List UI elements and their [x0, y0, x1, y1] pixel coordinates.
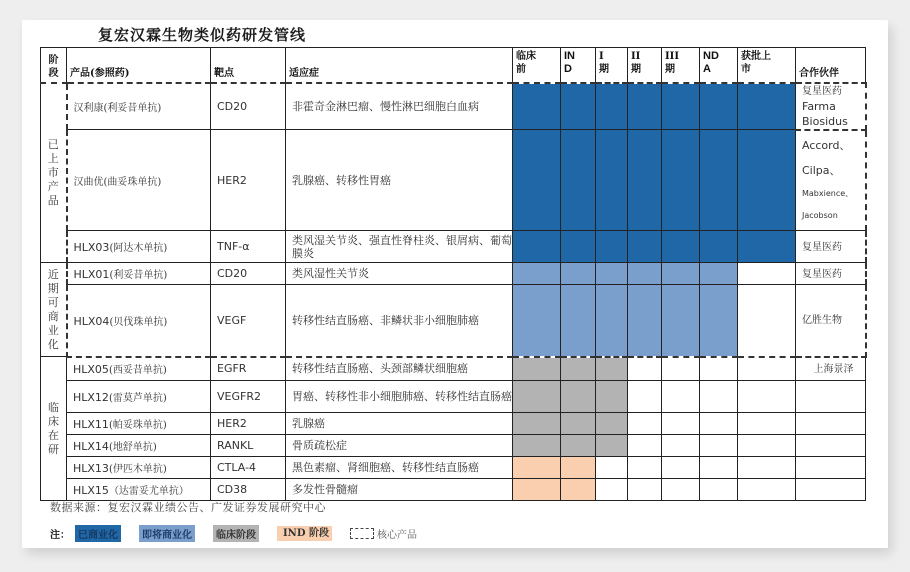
- indication-cell: 类风湿关节炎、强直性脊柱炎、银屑病、葡萄膜炎: [286, 231, 513, 263]
- header-phase-ind: IND: [561, 48, 596, 83]
- phase-cell-filled: [561, 130, 596, 231]
- target-cell: CD20: [211, 83, 286, 130]
- table-row: [41, 381, 866, 413]
- phase-cell-empty: [628, 381, 662, 413]
- header-phase-approved: 获批上市: [738, 48, 796, 83]
- product-cell: HLX14(地舒单抗): [67, 435, 211, 457]
- phase-cell-empty: [700, 479, 738, 501]
- phase-cell-filled: [561, 413, 596, 435]
- phase-cell-filled: [596, 263, 628, 285]
- phase-cell-filled: [596, 413, 628, 435]
- partner-cell: [796, 413, 866, 435]
- indication-cell: 多发性骨髓瘤: [286, 479, 513, 501]
- partner-cell: 亿胜生物: [796, 285, 866, 357]
- phase-cell-empty: [700, 357, 738, 381]
- header-phase-nda: NDA: [700, 48, 738, 83]
- phase-cell-filled: [700, 130, 738, 231]
- partner-cell: Accord、 Cilpa、 Mabxience、 Jacobson: [796, 130, 866, 231]
- table-row: [41, 263, 866, 285]
- partner-cell: [796, 479, 866, 501]
- phase-cell-filled: [700, 83, 738, 130]
- partner-cell: 复星医药: [796, 263, 866, 285]
- indication-cell: 类风湿性关节炎: [286, 263, 513, 285]
- product-cell: HLX11(帕妥珠单抗): [67, 413, 211, 435]
- table-row: [41, 285, 866, 357]
- target-cell: HER2: [211, 130, 286, 231]
- legend-core-product: 核心产品: [376, 530, 417, 541]
- phase-cell-filled: [596, 83, 628, 130]
- legend: [50, 525, 417, 542]
- indication-cell: 乳腺癌: [286, 413, 513, 435]
- phase-cell-filled: [513, 435, 561, 457]
- phase-cell-empty: [700, 457, 738, 479]
- phase-cell-empty: [738, 285, 796, 357]
- phase-cell-empty: [700, 435, 738, 457]
- phase-cell-filled: [513, 231, 561, 263]
- phase-cell-filled: [561, 357, 596, 381]
- phase-cell-filled: [513, 263, 561, 285]
- product-cell: HLX13(伊匹木单抗): [67, 457, 211, 479]
- phase-cell-empty: [596, 457, 628, 479]
- table-row: [41, 457, 866, 479]
- table-row: [41, 130, 866, 231]
- header-partner: 合作伙伴: [796, 48, 866, 83]
- phase-cell-empty: [662, 357, 700, 381]
- phase-cell-filled: [596, 130, 628, 231]
- target-cell: RANKL: [211, 435, 286, 457]
- phase-cell-filled: [596, 435, 628, 457]
- legend-ind: IND 阶段: [277, 526, 332, 541]
- phase-cell-filled: [662, 231, 700, 263]
- phase-cell-filled: [561, 435, 596, 457]
- phase-cell-filled: [738, 130, 796, 231]
- phase-cell-empty: [596, 479, 628, 501]
- phase-cell-filled: [628, 130, 662, 231]
- phase-cell-empty: [738, 479, 796, 501]
- product-cell: 汉利康(利妥昔单抗): [67, 83, 211, 130]
- indication-cell: 乳腺癌、转移性胃癌: [286, 130, 513, 231]
- phase-cell-filled: [596, 381, 628, 413]
- indication-cell: 骨质疏松症: [286, 435, 513, 457]
- phase-cell-filled: [628, 83, 662, 130]
- phase-cell-empty: [628, 457, 662, 479]
- target-cell: CTLA-4: [211, 457, 286, 479]
- table-row: [41, 413, 866, 435]
- phase-cell-filled: [700, 263, 738, 285]
- indication-cell: 黑色素瘤、肾细胞癌、转移性结直肠癌: [286, 457, 513, 479]
- target-cell: EGFR: [211, 357, 286, 381]
- phase-cell-filled: [513, 413, 561, 435]
- product-cell: HLX01(利妥昔单抗): [67, 263, 211, 285]
- target-cell: VEGF: [211, 285, 286, 357]
- data-source-note: 数据来源：复宏汉霖业绩公告、广发证券发展研究中心: [50, 501, 326, 514]
- phase-cell-filled: [738, 83, 796, 130]
- table-row: [41, 435, 866, 457]
- phase-cell-empty: [700, 413, 738, 435]
- dashed-box-icon: [350, 528, 374, 539]
- stage-group-clinical: 临 床 在 研: [41, 357, 67, 501]
- header-indication: 适应症: [286, 48, 513, 83]
- product-cell: HLX15（达雷妥尤单抗）: [67, 479, 211, 501]
- phase-cell-filled: [513, 479, 561, 501]
- header-product: 产品(参照药): [67, 48, 211, 83]
- phase-cell-filled: [662, 285, 700, 357]
- partner-cell: [796, 435, 866, 457]
- phase-cell-empty: [700, 381, 738, 413]
- header-target: 靶点: [211, 48, 286, 83]
- phase-cell-filled: [596, 357, 628, 381]
- phase-cell-filled: [662, 263, 700, 285]
- phase-cell-filled: [561, 381, 596, 413]
- indication-cell: 转移性结直肠癌、头颈部鳞状细胞癌: [286, 357, 513, 381]
- target-cell: TNF-α: [211, 231, 286, 263]
- header-phase-1: I期: [596, 48, 628, 83]
- phase-cell-empty: [662, 479, 700, 501]
- phase-cell-filled: [561, 263, 596, 285]
- table-row: [41, 479, 866, 501]
- phase-cell-empty: [662, 381, 700, 413]
- product-cell: 汉曲优(曲妥珠单抗): [67, 130, 211, 231]
- phase-cell-filled: [596, 231, 628, 263]
- phase-cell-filled: [513, 357, 561, 381]
- phase-cell-filled: [561, 285, 596, 357]
- phase-cell-filled: [513, 381, 561, 413]
- phase-cell-filled: [662, 83, 700, 130]
- phase-cell-filled: [628, 231, 662, 263]
- page-title: 复宏汉霖生物类似药研发管线: [98, 26, 307, 44]
- header-phase-2: II期: [628, 48, 662, 83]
- product-cell: HLX04(贝伐珠单抗): [67, 285, 211, 357]
- indication-cell: 胃癌、转移性非小细胞肺癌、转移性结直肠癌: [286, 381, 513, 413]
- phase-cell-filled: [628, 263, 662, 285]
- phase-cell-empty: [628, 413, 662, 435]
- header-stage: 阶段: [41, 48, 67, 83]
- phase-cell-filled: [513, 83, 561, 130]
- target-cell: CD38: [211, 479, 286, 501]
- table-row: [41, 83, 866, 130]
- phase-cell-empty: [738, 457, 796, 479]
- product-cell: HLX05(西妥昔单抗): [67, 357, 211, 381]
- phase-cell-filled: [596, 285, 628, 357]
- partner-cell: 上海景泽: [796, 357, 866, 381]
- target-cell: HER2: [211, 413, 286, 435]
- partner-cell: [796, 381, 866, 413]
- target-cell: VEGFR2: [211, 381, 286, 413]
- phase-cell-empty: [738, 357, 796, 381]
- product-cell: HLX12(雷莫芦单抗): [67, 381, 211, 413]
- indication-cell: 转移性结直肠癌、非鳞状非小细胞肺癌: [286, 285, 513, 357]
- phase-cell-filled: [561, 479, 596, 501]
- phase-cell-filled: [561, 231, 596, 263]
- header-phase-3: III期: [662, 48, 700, 83]
- legend-clinical: 临床阶段: [213, 525, 259, 542]
- table-row: [41, 357, 866, 381]
- indication-cell: 非霍奇金淋巴瘤、慢性淋巴细胞白血病: [286, 83, 513, 130]
- phase-cell-empty: [662, 413, 700, 435]
- phase-cell-empty: [738, 413, 796, 435]
- phase-cell-empty: [662, 435, 700, 457]
- stage-group-marketed: 已 上 市 产 品: [41, 83, 67, 263]
- partner-cell: [796, 457, 866, 479]
- phase-cell-filled: [628, 285, 662, 357]
- pipeline-table: [40, 47, 867, 501]
- legend-label: 注：: [50, 530, 70, 541]
- partner-cell: 复星医药: [796, 231, 866, 263]
- product-cell: HLX03(阿达木单抗): [67, 231, 211, 263]
- phase-cell-filled: [700, 285, 738, 357]
- phase-cell-filled: [561, 83, 596, 130]
- phase-cell-empty: [738, 381, 796, 413]
- phase-cell-filled: [513, 285, 561, 357]
- phase-cell-filled: [738, 231, 796, 263]
- phase-cell-filled: [561, 457, 596, 479]
- phase-cell-empty: [738, 435, 796, 457]
- table-header-row: [41, 48, 866, 83]
- stage-group-near-commercial: 近 期 可 商 业 化: [41, 263, 67, 357]
- header-phase-preclinical: 临床前: [513, 48, 561, 83]
- phase-cell-filled: [700, 231, 738, 263]
- legend-commercialized: 已商业化: [75, 525, 121, 542]
- legend-near-commercial: 即将商业化: [139, 525, 195, 542]
- phase-cell-empty: [628, 479, 662, 501]
- phase-cell-filled: [513, 457, 561, 479]
- phase-cell-empty: [662, 457, 700, 479]
- phase-cell-filled: [662, 130, 700, 231]
- target-cell: CD20: [211, 263, 286, 285]
- phase-cell-empty: [628, 435, 662, 457]
- phase-cell-empty: [738, 263, 796, 285]
- phase-cell-empty: [628, 357, 662, 381]
- table-row: [41, 231, 866, 263]
- phase-cell-filled: [513, 130, 561, 231]
- partner-cell: 复星医药 Farma Biosidus: [796, 83, 866, 130]
